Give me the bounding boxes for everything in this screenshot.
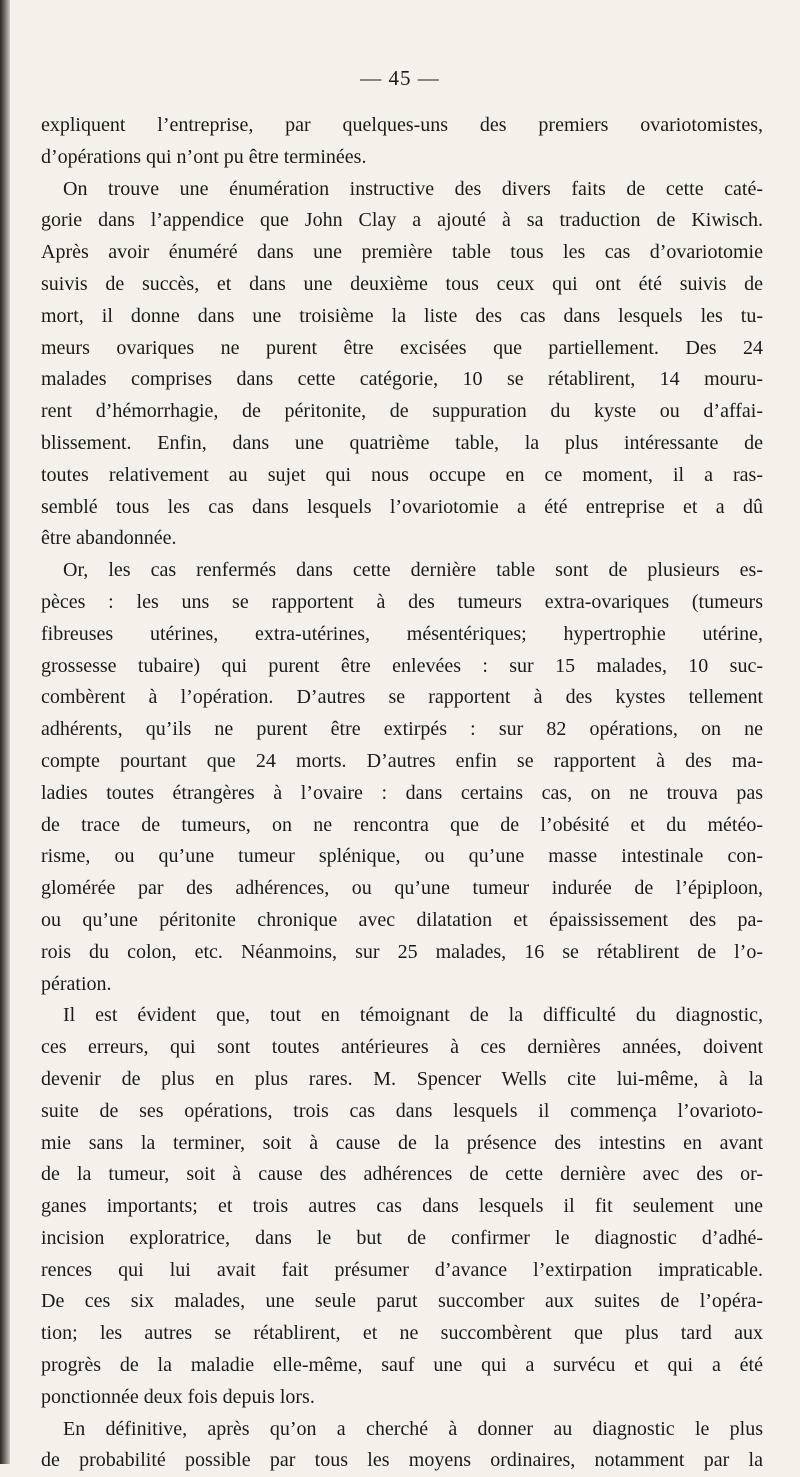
text-line: combèrent à l’opération. D’autres se rapportent à des kystes tellement [41,686,763,709]
text-line: tion; les autres se rétablirent, et ne succombèrent que plus tard aux [41,1322,763,1345]
text-line: d’opérations qui n’ont pu être terminées. [41,145,367,168]
text-line: blissement. Enfin, dans une quatrième table, la plus intéressante de [41,431,763,454]
text-line: ces erreurs, qui sont toutes antérieures à ces dernières années, doivent [41,1036,763,1059]
text-line: devenir de plus en plus rares. M. Spencer Wells cite lui-même, à la [41,1067,763,1090]
text-line: De ces six malades, une seule parut succomber aux suites de l’opéra- [41,1290,763,1313]
text-line: toutes relativement au sujet qui nous occupe en ce moment, il a ras- [41,463,763,486]
text-line: malades comprises dans cette catégorie, 10 se rétablirent, 14 mouru- [41,368,763,391]
page-number: — 45 — [360,66,440,90]
text-line: progrès de la maladie elle-même, sauf une qui a survécu et qui a été [41,1354,763,1377]
text-line: semblé tous les cas dans lesquels l’ovariotomie a été entreprise et a dû [41,495,763,518]
text-line: On trouve une énumération instructive des divers faits de cette caté- [63,177,763,200]
text-line: ladies toutes étrangères à l’ovaire : dans certains cas, on ne trouva pas [41,781,763,804]
text-line: meurs ovariques ne purent être excisées que partiellement. Des 24 [41,336,763,359]
text-line: gorie dans l’appendice que John Clay a ajouté à sa traduction de Kiwisch. [41,209,763,232]
text-line: ponctionnée deux fois depuis lors. [41,1385,315,1408]
text-line: suite de ses opérations, trois cas dans lesquels il commença l’ovarioto- [41,1099,763,1122]
text-line: Après avoir énuméré dans une première table tous les cas d’ovariotomie [41,241,763,264]
text-line: ou qu’une péritonite chronique avec dilatation et épaississement des pa- [41,908,763,931]
text-line: de la tumeur, soit à cause des adhérences de cette dernière avec des or- [41,1163,763,1186]
text-line: fibreuses utérines, extra-utérines, mésentériques; hypertrophie utérine, [41,622,763,645]
text-line: En définitive, après qu’on a cherché à donner au diagnostic le plus [63,1417,763,1440]
text-line: grossesse tubaire) qui purent être enlevées : sur 15 malades, 10 suc- [41,654,763,677]
body-text [41,110,763,1477]
text-line: ganes importants; et trois autres cas dans lesquels il fit seulement une [41,1195,763,1218]
text-line: de trace de tumeurs, on ne rencontra que de l’obésité et du météo- [41,813,763,836]
text-line: mie sans la terminer, soit à cause de la présence des intestins en avant [41,1131,763,1154]
text-line: être abandonnée. [41,527,177,550]
text-line: incision exploratrice, dans le but de confirmer le diagnostic d’adhé- [41,1226,763,1249]
text-line: suivis de succès, et dans une deuxième tous ceux qui ont été suivis de [41,272,763,295]
text-line: pération. [41,972,112,995]
text-line: adhérents, qu’ils ne purent être extirpés : sur 82 opérations, on ne [41,718,763,741]
text-line: expliquent l’entreprise, par quelques-uns des premiers ovariotomistes, [41,114,763,136]
text-line: rent d’hémorrhagie, de péritonite, de suppuration du kyste ou d’affai- [41,400,763,423]
text-line: Il est évident que, tout en témoignant de la difficulté du diagnostic, [63,1004,763,1027]
text-line: risme, ou qu’une tumeur splénique, ou qu’une masse intestinale con- [41,845,763,868]
text-line: mort, il donne dans une troisième la liste des cas dans lesquels les tu- [41,304,763,327]
book-binding-edge [0,0,10,1464]
text-line: pèces : les uns se rapportent à des tumeurs extra-ovariques (tumeurs [41,590,763,613]
text-line: compte pourtant que 24 morts. D’autres enfin se rapportent à des ma- [41,749,763,772]
text-line: glomérée par des adhérences, ou qu’une tumeur indurée de l’épiploon, [41,877,763,900]
text-line: de probabilité possible par tous les moyens ordinaires, notamment par la [41,1449,763,1472]
text-line: Or, les cas renfermés dans cette dernière table sont de plusieurs es- [63,559,763,582]
text-line: rences qui lui avait fait présumer d’avance l’extirpation impraticable. [41,1258,763,1281]
text-line: rois du colon, etc. Néanmoins, sur 25 malades, 16 se rétablirent de l’o- [41,940,763,963]
